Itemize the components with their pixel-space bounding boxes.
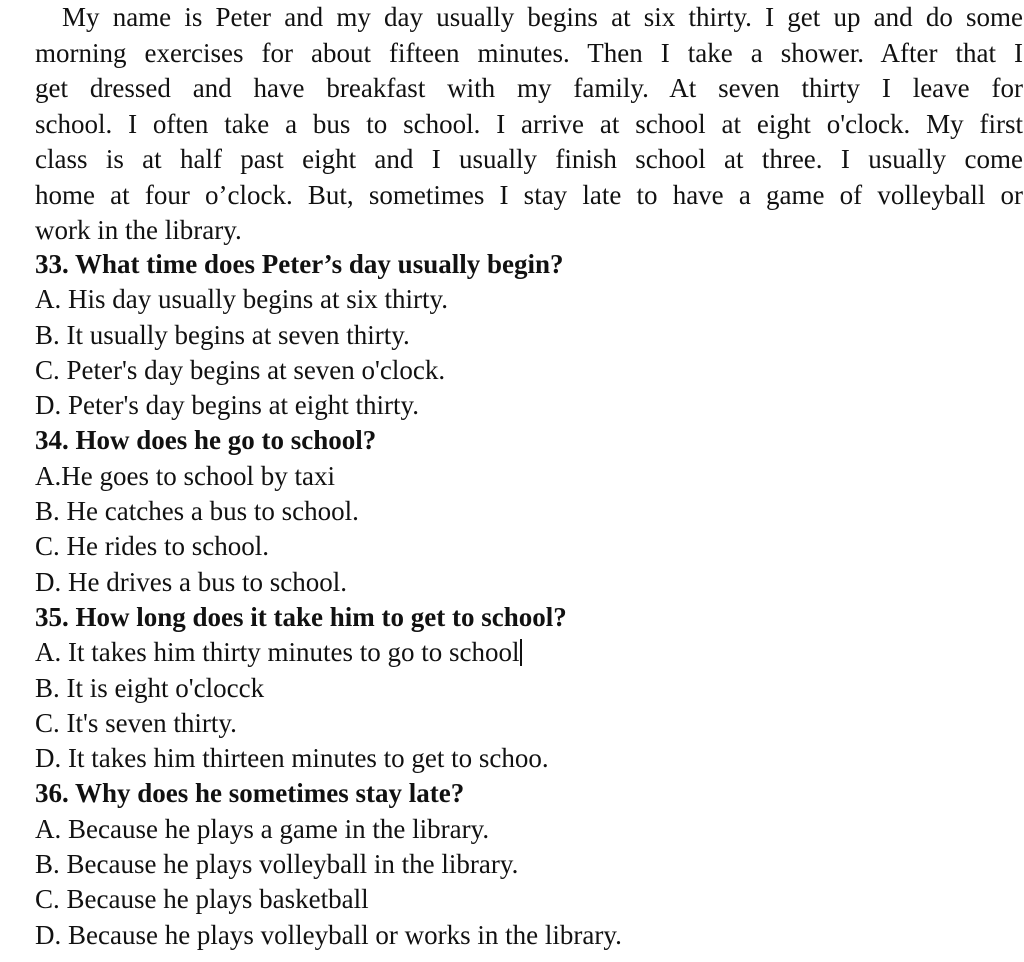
option-b: B. It is eight o'clocck [35,672,265,703]
question-title: 33. What time does Peter’s day usually begin? [35,249,564,279]
question-title: 34. How does he go to school? [35,425,377,456]
option-a: A.He goes to school by taxi [35,460,335,491]
option-c: C. Because he plays basketball [35,884,369,915]
passage-line: morning exercises for about fifteen minutes. Then I take a shower. After that I [35,37,1023,68]
text-cursor [520,639,522,666]
question-block-36 [35,776,1015,952]
question-title: 36. Why does he sometimes stay late? [35,778,465,809]
option-d: D. He drives a bus to school. [35,566,347,597]
option-a-text: A. It takes him thirty minutes to go to school [35,637,520,668]
option-a: A. His day usually begins at six thirty. [35,284,448,315]
passage-line: get dressed and have breakfast with my family. At seven thirty I leave for [35,73,1023,103]
option-c: C. Peter's day begins at seven o'clock. [35,354,446,385]
passage-line: school. I often take a bus to school. I arrive at school at eight o'clock. My first [35,108,1023,139]
option-b: B. It usually begins at seven thirty. [35,319,410,350]
option-d: D. Because he plays volleyball or works in the library. [35,919,622,950]
question-block-33 [35,247,1015,423]
option-d: D. It takes him thirteen minutes to get to schoo. [35,743,549,774]
question-block-34 [35,423,1015,599]
option-a [35,635,1015,670]
question-title: 35. How long does it take him to get to school? [35,601,567,632]
option-b: B. He catches a bus to school. [35,496,359,527]
option-c: C. He rides to school. [35,531,269,562]
passage-line: work in the library. [35,215,242,245]
reading-passage [35,0,1024,249]
passage-line: home at four o’clock. But, sometimes I stay late to have a game of volleyball or [35,179,1023,210]
question-list [35,247,1015,953]
option-b: B. Because he plays volleyball in the library. [35,849,519,880]
passage-line: My name is Peter and my day usually begins at six thirty. I get up and do some [62,2,1023,32]
option-a: A. Because he plays a game in the library. [35,813,490,844]
option-c: C. It's seven thirty. [35,707,237,738]
passage-line: class is at half past eight and I usually finish school at three. I usually come [35,144,1023,174]
question-block-35 [35,600,1015,776]
option-d: D. Peter's day begins at eight thirty. [35,390,420,421]
